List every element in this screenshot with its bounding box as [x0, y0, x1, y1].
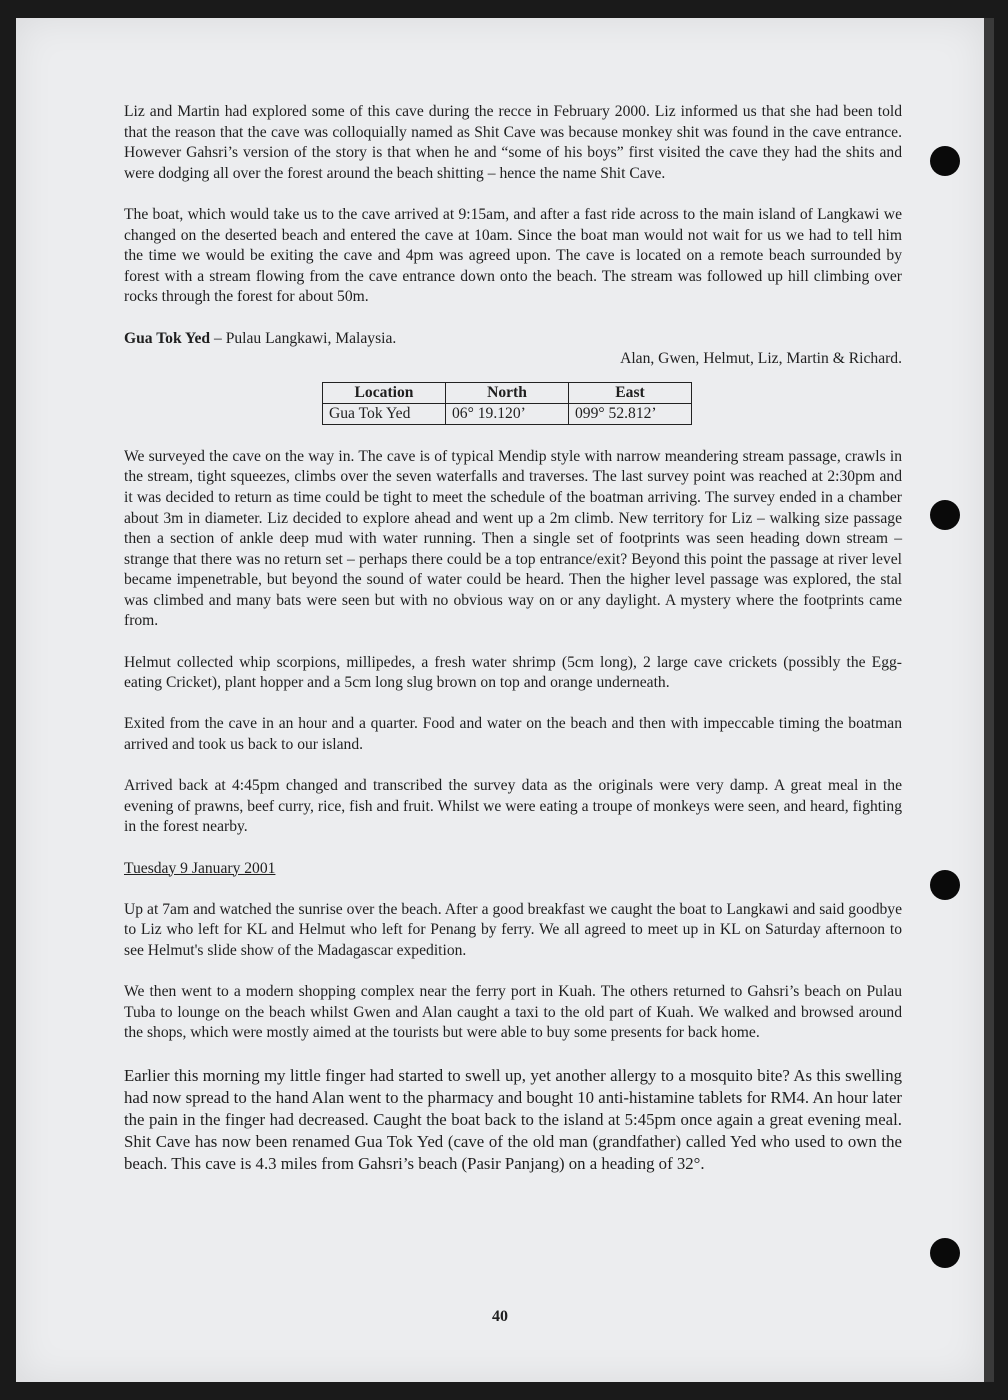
- team-members: Alan, Gwen, Helmut, Liz, Martin & Richard.: [620, 350, 902, 368]
- table-cell: 099° 52.812’: [569, 403, 692, 424]
- page-number: 40: [492, 1308, 508, 1325]
- punch-hole: [930, 1238, 960, 1268]
- cave-heading: [124, 329, 902, 350]
- table-header-row: [323, 382, 692, 403]
- punch-hole: [930, 500, 960, 530]
- cave-location: – Pulau Langkawi, Malaysia.: [210, 329, 397, 347]
- punch-hole: [930, 870, 960, 900]
- page-content: [124, 102, 902, 1196]
- table-header: Location: [323, 382, 446, 403]
- paragraph: The boat, which would take us to the cave arrived at 9:15am, and after a fast ride across to the main island of Langkawi we changed on the deserted beach and entered the cave at 10am. Since the boat man would not wait for us we had to tell him the time we would be exiting the cave and 4pm was agreed upon. The cave is located on a remote beach surrounded by forest with a stream flowing from the cave entrance down onto the beach. The stream was followed up hill climbing over rocks through the forest for about 50m.: [124, 205, 902, 306]
- cave-name: Gua Tok Yed: [124, 329, 211, 347]
- table-cell: Gua Tok Yed: [323, 403, 446, 424]
- table-header: East: [569, 382, 692, 403]
- paragraph: Exited from the cave in an hour and a quarter. Food and water on the beach and then with impeccable timing the boatman arrived and took us back to our island.: [124, 715, 902, 754]
- punch-hole: [930, 146, 960, 176]
- table-row: [323, 403, 692, 424]
- table-header: North: [446, 382, 569, 403]
- paragraph: Helmut collected whip scorpions, millipedes, a fresh water shrimp (5cm long), 2 large cave crickets (possibly the Egg-eating Cricket), plant hopper and a 5cm long slug brown on top and orange underneath.: [124, 653, 902, 692]
- paragraph: Liz and Martin had explored some of this cave during the recce in February 2000. Liz informed us that she had been told that the reason that the cave was colloquially named as Shit Cave was because monkey shit was found in the cave entrance. However Gahsri’s version of the story is that when he and “some of his boys” first visited the cave they had the shits and were dodging all over the forest around the beach shitting – hence the name Shit Cave.: [124, 103, 902, 182]
- paragraph: We surveyed the cave on the way in. The cave is of typical Mendip style with narrow meandering stream passage, crawls in the stream, tight squeezes, climbs over the seven waterfalls and traverses. The last survey point was reached at 2:30pm and it was decided to return as time could be tight to meet the schedule of the boatman arriving. The survey ended in a chamber about 3m in diameter. Liz decided to explore ahead and went up a 2m climb. New territory for Liz – walking size passage then a section of ankle deep mud with water running. Then a single set of footprints was seen heading down stream – strange that there was no return set – perhaps there could be a top entrance/exit? Beyond this point the passage at river level became impenetrable, but beyond the sound of water could be heard. Then the higher level passage was explored, the stal was climbed and many bats were seen but with no obvious way on or any daylight. A mystery where the footprints came from.: [124, 447, 902, 630]
- location-table: [322, 382, 692, 425]
- paragraph: We then went to a modern shopping complex near the ferry port in Kuah. The others returned to Gahsri’s beach on Pulau Tuba to lounge on the beach whilst Gwen and Alan caught a taxi to the old part of Kuah. We walked and browsed around the shops, which were mostly aimed at the tourists but were able to buy some presents for back home.: [124, 983, 902, 1042]
- paragraph: Up at 7am and watched the sunrise over the beach. After a good breakfast we caught the boat to Langkawi and said goodbye to Liz who left for KL and Helmut who left for Penang by ferry. We all agreed to meet up in KL on Saturday afternoon to see Helmut's slide show of the Madagascar expedition.: [124, 900, 902, 959]
- paragraph: Arrived back at 4:45pm changed and transcribed the survey data as the originals were very damp. A great meal in the evening of prawns, beef curry, rice, fish and fruit. Whilst we were eating a troupe of monkeys were seen, and heard, fighting in the forest nearby.: [124, 777, 902, 836]
- paragraph: Earlier this morning my little finger had started to swell up, yet another allergy to a mosquito bite? As this swelling had now spread to the hand Alan went to the pharmacy and bought 10 anti-histamine tablets for RM4. An hour later the pain in the finger had decreased. Caught the boat back to the island at 5:45pm once again a great evening meal. Shit Cave has now been renamed Gua Tok Yed (cave of the old man (grandfather) called Yed who used to own the beach. This cave is 4.3 miles from Gahsri’s beach (Pasir Panjang) on a heading of 32°.: [124, 1065, 902, 1174]
- table-cell: 06° 19.120’: [446, 403, 569, 424]
- paper-sheet: [16, 18, 984, 1382]
- date-heading: Tuesday 9 January 2001: [124, 859, 276, 877]
